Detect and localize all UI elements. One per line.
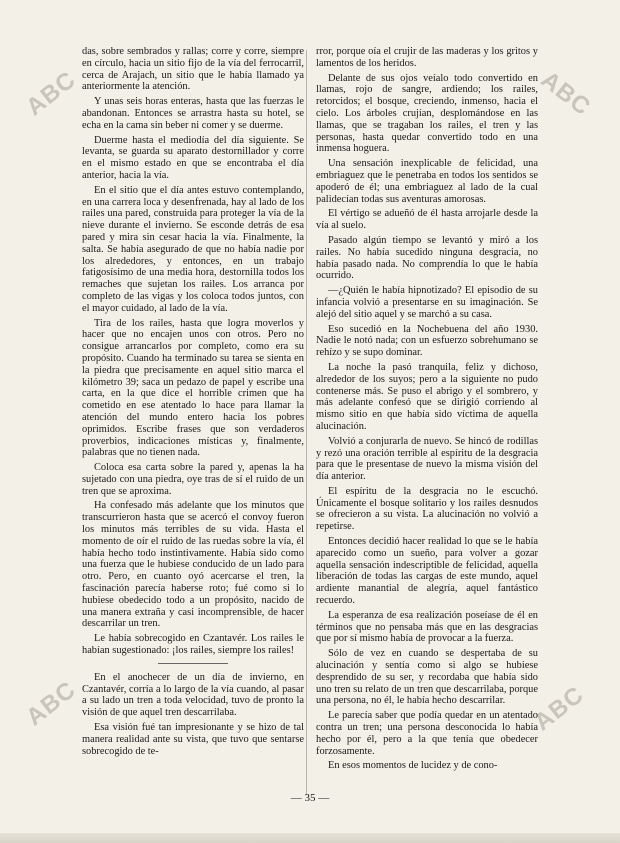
paragraph: En el sitio que el día antes estuvo contemplando, en una carrera loca y desenfrenada, hay al lado de los railes una pared, construida para proteger la vía de la nieve durante el invierno. Se esconde detrás de esa pared y mira sin cesar hacia la vía. Finalmente, la salta. Se había asegurado de que no había nadie por los alrededores, y entonces, en un trabajo fatigosísimo de una media hora, destornilla todos los remaches que sujetan los railes. Los arranca por completo de las vigas y los coloca todos juntos, con el mayor cuidado, al lado de la vía.	[82, 184, 304, 314]
paragraph: El vértigo se adueñó de él hasta arrojarle desde la vía al suelo.	[316, 208, 538, 232]
page-number: — 35 —	[290, 792, 330, 804]
paragraph: —¿Quién le había hipnotizado? El episodio de su infancia volvió a presentarse en su imaginación. Se alejó del sitio aquel y se marchó a su casa.	[316, 285, 538, 320]
paragraph: Sólo de vez en cuando se despertaba de su alucinación y sentía como si algo se hubiese desprendido de su ser, y recordaba que había sido uno tren su relato de un tren que descarrilaba, porque una persona, no él, le había hecho descarrilar.	[316, 648, 538, 707]
left-column	[82, 46, 304, 760]
paragraph: En el anochecer de un día de invierno, en Czantavér, corría a lo largo de la vía cuando, al pasar a su lado un tren a toda velocidad, tuvo de pronto la visión de que aquel tren descarrilaba.	[82, 671, 304, 719]
watermark-bottom-left: ABC	[21, 676, 82, 732]
paragraph: Esa visión fué tan impresionante y se hizo de tal manera realidad ante su vista, que tuvo que sentarse sobrecogido de te-	[82, 722, 304, 757]
watermark-bottom-right: ABC	[529, 681, 590, 737]
paragraph: Entonces decidió hacer realidad lo que se le había aparecido como un sueño, para volver a gozar aquella sensación indescriptible de felicidad, aquella liberación de todas las cargas de este mundo, aquel ardiente manantial de alegría, aquel fantástico recuerdo.	[316, 536, 538, 607]
paragraph: das, sobre sembrados y rallas; corre y corre, siempre en círculo, hacia un sitio fijo de la vía del ferrocarril, cerca de Arajach, un sitio que le había llamado ya anteriormente la atención.	[82, 46, 304, 93]
right-column	[316, 46, 538, 775]
paragraph: Una sensación inexplicable de felicidad, una embriaguez que le penetraba en todos los sentidos se apoderó de él; una embriaguez al lado de la cual palidecían todas sus aventuras amorosas.	[316, 158, 538, 205]
page-bottom-edge	[0, 833, 620, 843]
paragraph: Pasado algún tiempo se levantó y miró a los railes. No había sucedido ninguna desgracia, no había pasado nada. No comprendía lo que le había ocurrido.	[316, 234, 538, 282]
column-divider	[306, 50, 307, 795]
paragraph: La noche la pasó tranquila, feliz y dichoso, alrededor de los suyos; pero a la siguiente no pudo contenerse más. Se puso el abrigo y el sombrero, y más adelante confesó que se dirigió corriendo al mismo sitio en que había sido víctima de aquella alucinación.	[316, 361, 538, 432]
paragraph: Tira de los railes, hasta que logra moverlos y hacer que no encajen unos con otros. Pero no consigue arrancarlos por completo, como era su propósito. Cuando ha terminado su tarea se sienta en la piedra que precisamente en aquel sitio marca el kilómetro 39; saca un pedazo de papel y escribe una carta, en la que dice el horrible crimen que ha cometido en ese atentado lo hace para llamar la atención del mundo entero hacia los pobres oprimidos. Escribe frases que son verdaderos proverbios, indicaciones místicas y, finalmente, palabras que no tienen nada.	[82, 317, 304, 459]
paragraph: Le parecía saber que podía quedar en un atentado contra un tren; una persona desconocida lo había hecho por él, pero a la que tenía que obedecer forzosamente.	[316, 710, 538, 757]
paragraph: Le había sobrecogido en Czantavér. Los railes le habían sugestionado: ¡los railes, siempre los railes!	[82, 633, 304, 657]
paragraph: rror, porque oía el crujir de las maderas y los gritos y lamentos de los heridos.	[316, 46, 538, 69]
paragraph: Delante de sus ojos veíalo todo convertido en llamas, rojo de sangre, ardiendo; los railes, retorcidos; el bosque, creciendo, inmenso, hacia el cielo. Los árboles crujían, desplomándose en las llamas, que se tragaban los railes, el tren y las personas, hasta quedar convertido todo en una inmensa hoguera.	[316, 72, 538, 155]
paragraph: La esperanza de esa realización poseíase de él en términos que no pensaba más que en las desgracias que por sí mismo había de provocar a la fuerza.	[316, 609, 538, 645]
section-rule	[158, 663, 228, 664]
paragraph: En esos momentos de lucidez y de cono-	[328, 760, 498, 772]
watermark-top-right: ABC	[535, 66, 596, 122]
paragraph: Y unas seis horas enteras, hasta que las fuerzas le abandonan. Entonces se arrastra hasta su hotel, se echa en la cama sin beber ni comer y se duerme.	[82, 96, 304, 131]
paragraph: Coloca esa carta sobre la pared y, apenas la ha sujetado con una piedra, oye tras de sí el ruido de un tren que se aproxima.	[82, 462, 304, 497]
paragraph: El espíritu de la desgracia no le escuchó. Únicamente el bosque solitario y los railes desnudos se ofrecieron a su vista. La alucinación no volvió a repetirse.	[316, 485, 538, 533]
paragraph: Eso sucedió en la Nochebuena del año 1930. Nadie le notó nada; con un esfuerzo sobrehumano se rehízo y se supo dominar.	[316, 323, 538, 359]
paragraph: Volvió a conjurarla de nuevo. Se hincó de rodillas y rezó una oración terrible al espíritu de la desgracia para que le presentase de nuevo la misma visión del día anterior.	[316, 435, 538, 483]
watermark-top-left: ABC	[21, 66, 82, 122]
paragraph: Duerme hasta el mediodía del día siguiente. Se levanta, se guarda su aparato destornillador y corre en el mismo estado en que se encontraba el día anterior, hacia la vía.	[82, 134, 304, 181]
paragraph: Ha confesado más adelante que los minutos que transcurrieron hasta que se acercó el convoy fueron los minutos más terribles de su vida. Hasta el momento de oír el ruido de las ruedas sobre la vía, él había hecho todo instintivamente. Había sido como una fuerza que le hubiese conducido de un lado para otro. Pero, en cuanto oyó acercarse el tren, la fascinación parecía haberse roto; fué como si lo hubiese obedecido todo a un propósito, nacido de una manera extraña y casi incomprensible, de hacer descarrilar un tren.	[82, 500, 304, 630]
